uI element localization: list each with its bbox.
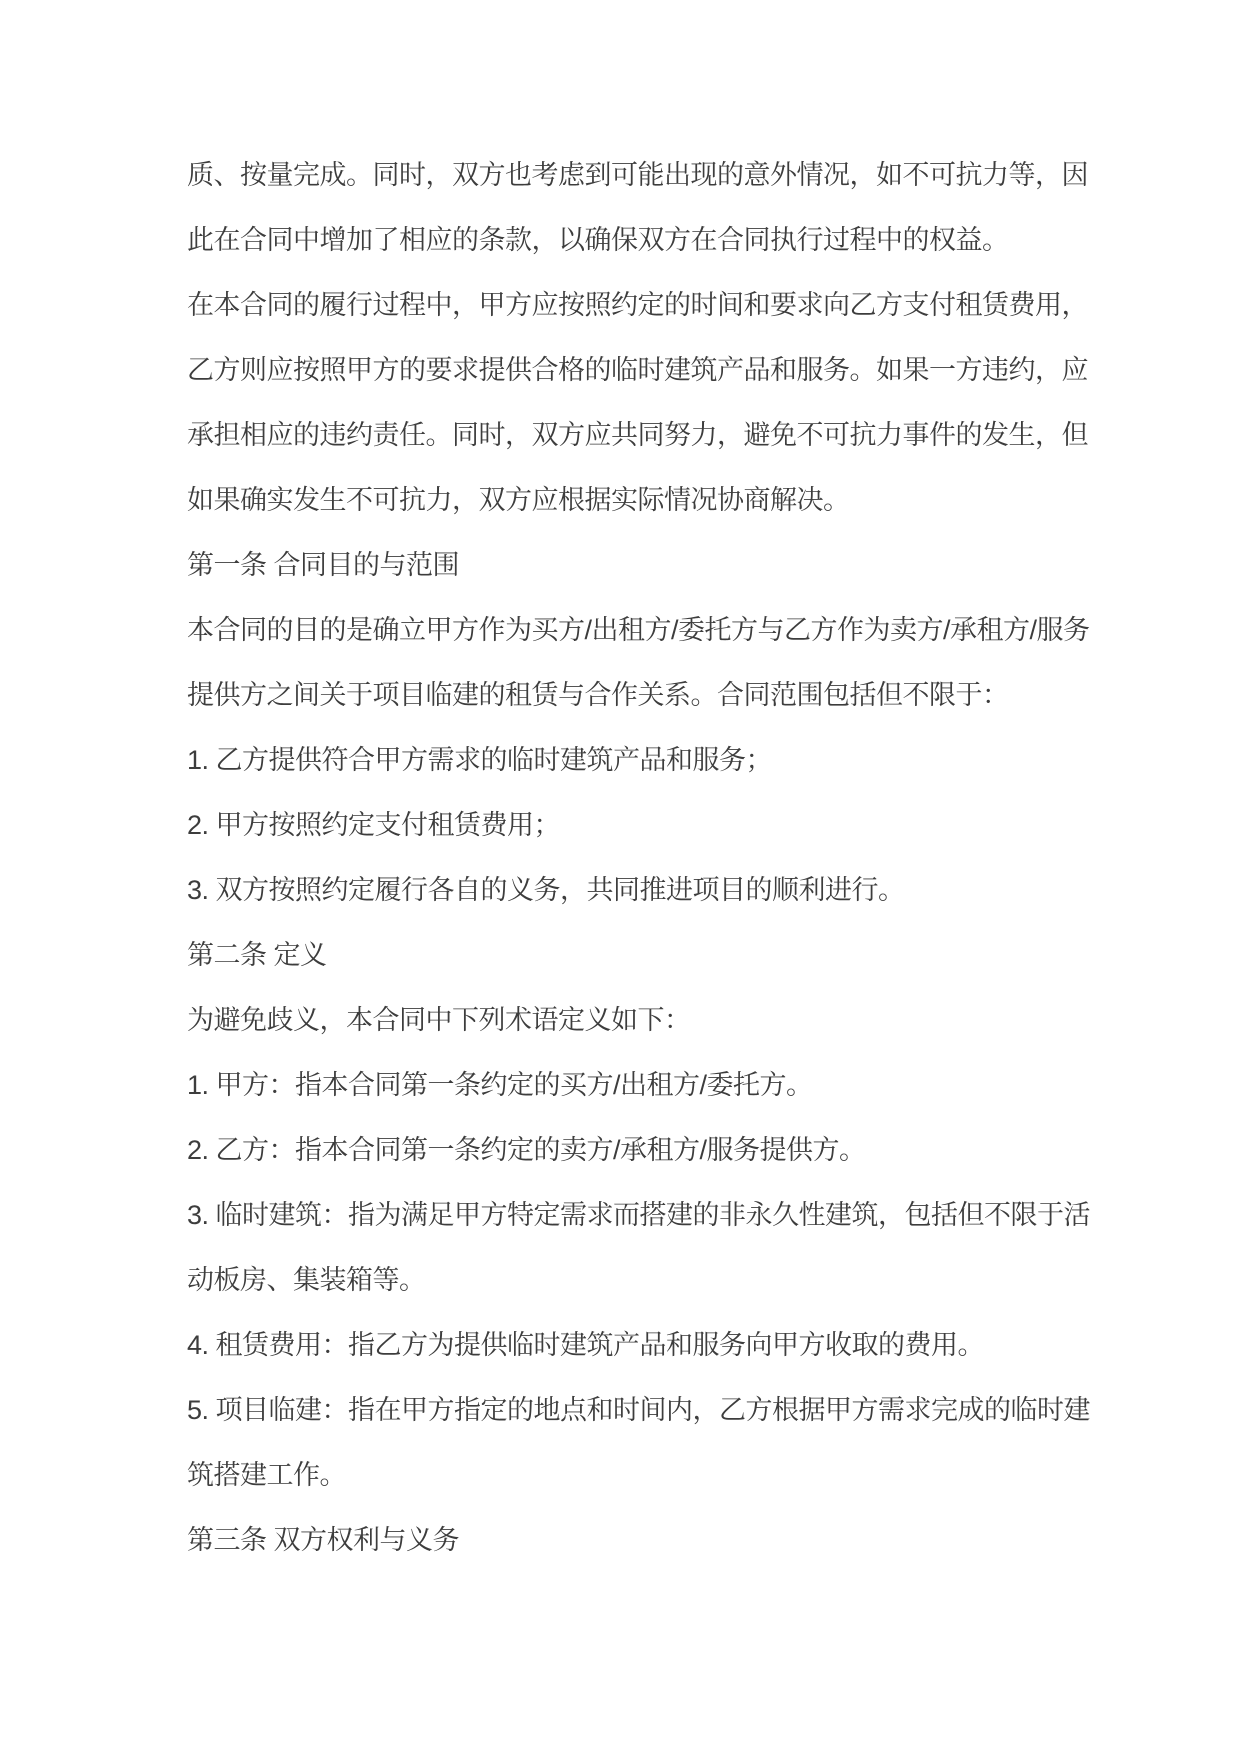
list-item-line: 2. 乙方：指本合同第一条约定的卖方/承租方/服务提供方。	[187, 1135, 866, 1165]
section-heading: 第三条 双方权利与义务	[187, 1525, 460, 1555]
list-item-line: 3. 双方按照约定履行各自的义务，共同推进项目的顺利进行。	[187, 875, 905, 905]
list-item-line: 4. 租赁费用：指乙方为提供临时建筑产品和服务向甲方收取的费用。	[187, 1330, 985, 1360]
list-item-line: 1. 乙方提供符合甲方需求的临时建筑产品和服务；	[187, 745, 773, 775]
paragraph-line: 质、按量完成。同时，双方也考虑到可能出现的意外情况，如不可抗力等，因	[187, 160, 1088, 190]
paragraph-line: 提供方之间关于项目临建的租赁与合作关系。合同范围包括但不限于：	[187, 680, 1009, 710]
section-heading: 第二条 定义	[187, 940, 327, 970]
section-heading: 第一条 合同目的与范围	[187, 550, 460, 580]
paragraph-line: 此在合同中增加了相应的条款，以确保双方在合同执行过程中的权益。	[187, 225, 1009, 255]
paragraph-line: 如果确实发生不可抗力，双方应根据实际情况协商解决。	[187, 485, 850, 515]
list-item-line: 动板房、集装箱等。	[187, 1265, 426, 1295]
list-item-line: 3. 临时建筑：指为满足甲方特定需求而搭建的非永久性建筑，包括但不限于活	[187, 1200, 1091, 1230]
paragraph-line: 在本合同的履行过程中，甲方应按照约定的时间和要求向乙方支付租赁费用，	[187, 290, 1088, 320]
list-item-line: 2. 甲方按照约定支付租赁费用；	[187, 810, 561, 840]
document-page	[187, 143, 1091, 1573]
paragraph-line: 乙方则应按照甲方的要求提供合格的临时建筑产品和服务。如果一方违约，应	[187, 355, 1088, 385]
paragraph-line: 本合同的目的是确立甲方作为买方/出租方/委托方与乙方作为卖方/承租方/服务	[187, 615, 1090, 645]
list-item-line: 5. 项目临建：指在甲方指定的地点和时间内，乙方根据甲方需求完成的临时建	[187, 1395, 1091, 1425]
paragraph-line: 为避免歧义，本合同中下列术语定义如下：	[187, 1005, 691, 1035]
list-item-line: 1. 甲方：指本合同第一条约定的买方/出租方/委托方。	[187, 1070, 813, 1100]
list-item-line: 筑搭建工作。	[187, 1460, 346, 1490]
paragraph-line: 承担相应的违约责任。同时，双方应共同努力，避免不可抗力事件的发生，但	[187, 420, 1088, 450]
